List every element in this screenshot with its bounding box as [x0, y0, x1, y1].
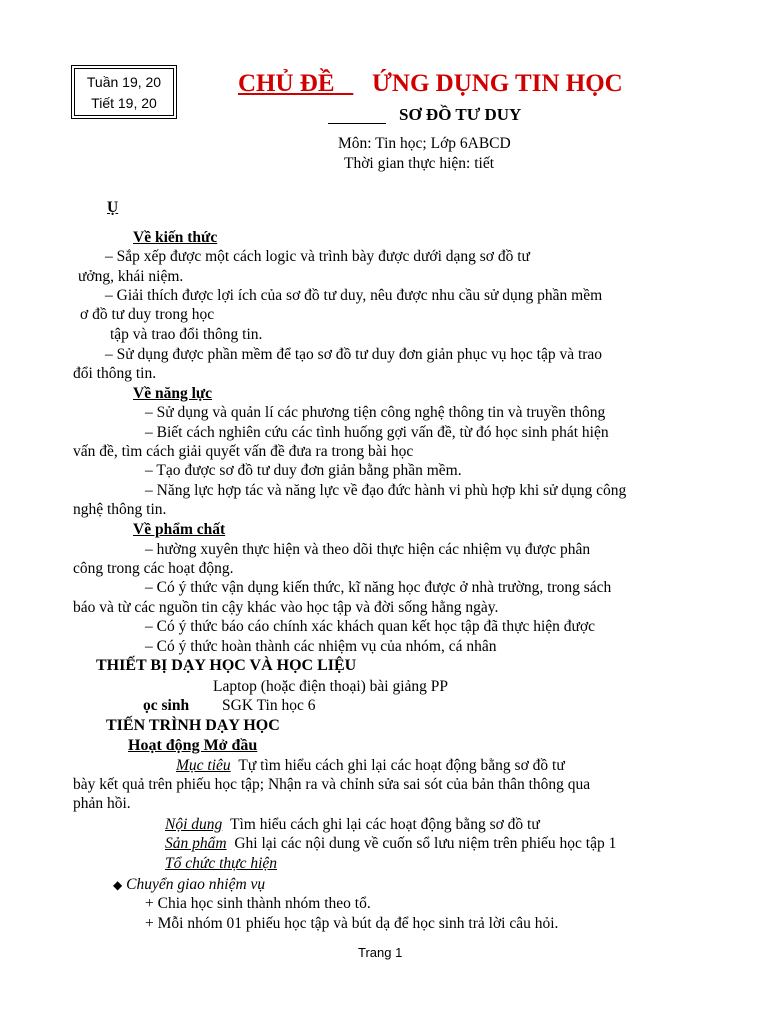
title-rule: [328, 109, 386, 124]
equipment-heading: THIẾT BỊ DẠY HỌC VÀ HỌC LIỆU: [96, 657, 357, 674]
goal-line-1: [176, 756, 565, 776]
content-line: [165, 815, 540, 835]
quality-line-4: báo và từ các nguồn tin cậy khác vào học tập và đời sống hằng ngày.: [73, 599, 499, 616]
knowledge-line-7: đổi thông tin.: [73, 365, 157, 382]
equipment-teacher: Laptop (hoặc điện thoại) bài giảng PP: [213, 678, 449, 695]
knowledge-line-5: tập và trao đổi thông tin.: [110, 326, 263, 343]
goal-label: Mục tiêu: [176, 757, 231, 774]
task-item-1: + Chia học sinh thành nhóm theo tổ.: [145, 895, 371, 912]
quality-line-1: – hường xuyên thực hiện và theo dõi thực hiện các nhiệm vụ được phân: [145, 541, 591, 558]
process-heading: TIẾN TRÌNH DẠY HỌC: [106, 717, 280, 734]
task-item-2: + Mỗi nhóm 01 phiếu học tập và bút dạ để học sinh trả lời câu hỏi.: [145, 915, 559, 932]
objectives-marker: Ụ: [107, 199, 119, 216]
knowledge-line-4: ơ đồ tư duy trong học: [80, 306, 215, 323]
goal-line-3: phản hồi.: [73, 795, 131, 812]
content-label: Nội dung: [165, 816, 223, 833]
quality-line-5: – Có ý thức báo cáo chính xác khách quan kết học tập đã thực hiện được: [145, 618, 596, 635]
competence-line-6: nghệ thông tin.: [73, 501, 167, 518]
content-text: Tìm hiểu cách ghi lại các hoạt động bằng sơ đồ tư: [230, 816, 540, 833]
goal-line-2: bày kết quả trên phiếu học tập; Nhận ra và chỉnh sửa sai sót của bản thân thông qua: [73, 776, 591, 793]
week-lesson-box: [74, 68, 174, 116]
knowledge-line-2: ưởng, khái niệm.: [78, 268, 184, 285]
page-number: Trang 1: [358, 945, 403, 960]
knowledge-line-6: – Sử dụng được phần mềm để tạo sơ đồ tư duy đơn giản phục vụ học tập và trao: [105, 346, 603, 363]
equipment-student-value: SGK Tin học 6: [222, 697, 316, 714]
quality-line-2: công trong các hoạt động.: [73, 560, 234, 577]
competence-heading: Về năng lực: [133, 385, 213, 402]
activity-heading: Hoạt động Mở đầu: [128, 737, 258, 754]
task-line: [113, 875, 265, 895]
topic-label: CHỦ ĐỀ: [238, 70, 335, 97]
lesson-title: SƠ ĐỒ TƯ DUY: [399, 105, 522, 124]
equipment-student-label: ọc sinh: [143, 697, 190, 714]
knowledge-heading: Về kiến thức: [133, 229, 218, 246]
quality-heading: Về phẩm chất: [133, 521, 226, 538]
competence-line-5: – Năng lực hợp tác và năng lực về đạo đức hành vi phù hợp khi sử dụng công: [145, 482, 627, 499]
knowledge-line-3: – Giải thích được lợi ích của sơ đồ tư duy, nêu được nhu cầu sử dụng phần mềm: [105, 287, 603, 304]
quality-line-6: – Có ý thức hoàn thành các nhiệm vụ của nhóm, cá nhân: [145, 638, 497, 655]
lesson-label: Tiết 19, 20: [91, 95, 157, 111]
competence-line-2: – Biết cách nghiên cứu các tình huống gợi vấn đề, từ đó học sinh phát hiện: [145, 424, 609, 441]
subject-line: Môn: Tin học; Lớp 6ABCD: [338, 135, 511, 152]
quality-line-3: – Có ý thức vận dụng kiến thức, kĩ năng học được ở nhà trường, trong sách: [145, 579, 612, 596]
organize-label: Tổ chức thực hiện: [165, 855, 278, 872]
product-line: [165, 834, 616, 854]
competence-line-1: – Sử dụng và quản lí các phương tiện công nghệ thông tin và truyền thông: [145, 404, 606, 421]
week-label: Tuần 19, 20: [86, 74, 162, 90]
product-label: Sản phẩm: [165, 835, 227, 852]
knowledge-line-1: – Sắp xếp được một cách logic và trình bày được dưới dạng sơ đồ tư: [105, 248, 530, 265]
duration-line: Thời gian thực hiện: tiết: [344, 155, 495, 172]
competence-line-4: – Tạo được sơ đồ tư duy đơn giản bằng phần mềm.: [145, 462, 462, 479]
product-text: Ghi lại các nội dung về cuốn sổ lưu niệm trên phiếu học tập 1: [234, 835, 617, 852]
topic-name: ỨNG DỤNG TIN HỌC: [372, 70, 623, 97]
goal-text-1: Tự tìm hiểu cách ghi lại các hoạt động bằng sơ đồ tư: [238, 757, 565, 774]
task-label: Chuyển giao nhiệm vụ: [126, 876, 266, 893]
competence-line-3: vấn đề, tìm cách giải quyết vấn đề đưa ra trong bài học: [73, 443, 414, 460]
diamond-bullet-icon: ◆: [113, 878, 123, 892]
